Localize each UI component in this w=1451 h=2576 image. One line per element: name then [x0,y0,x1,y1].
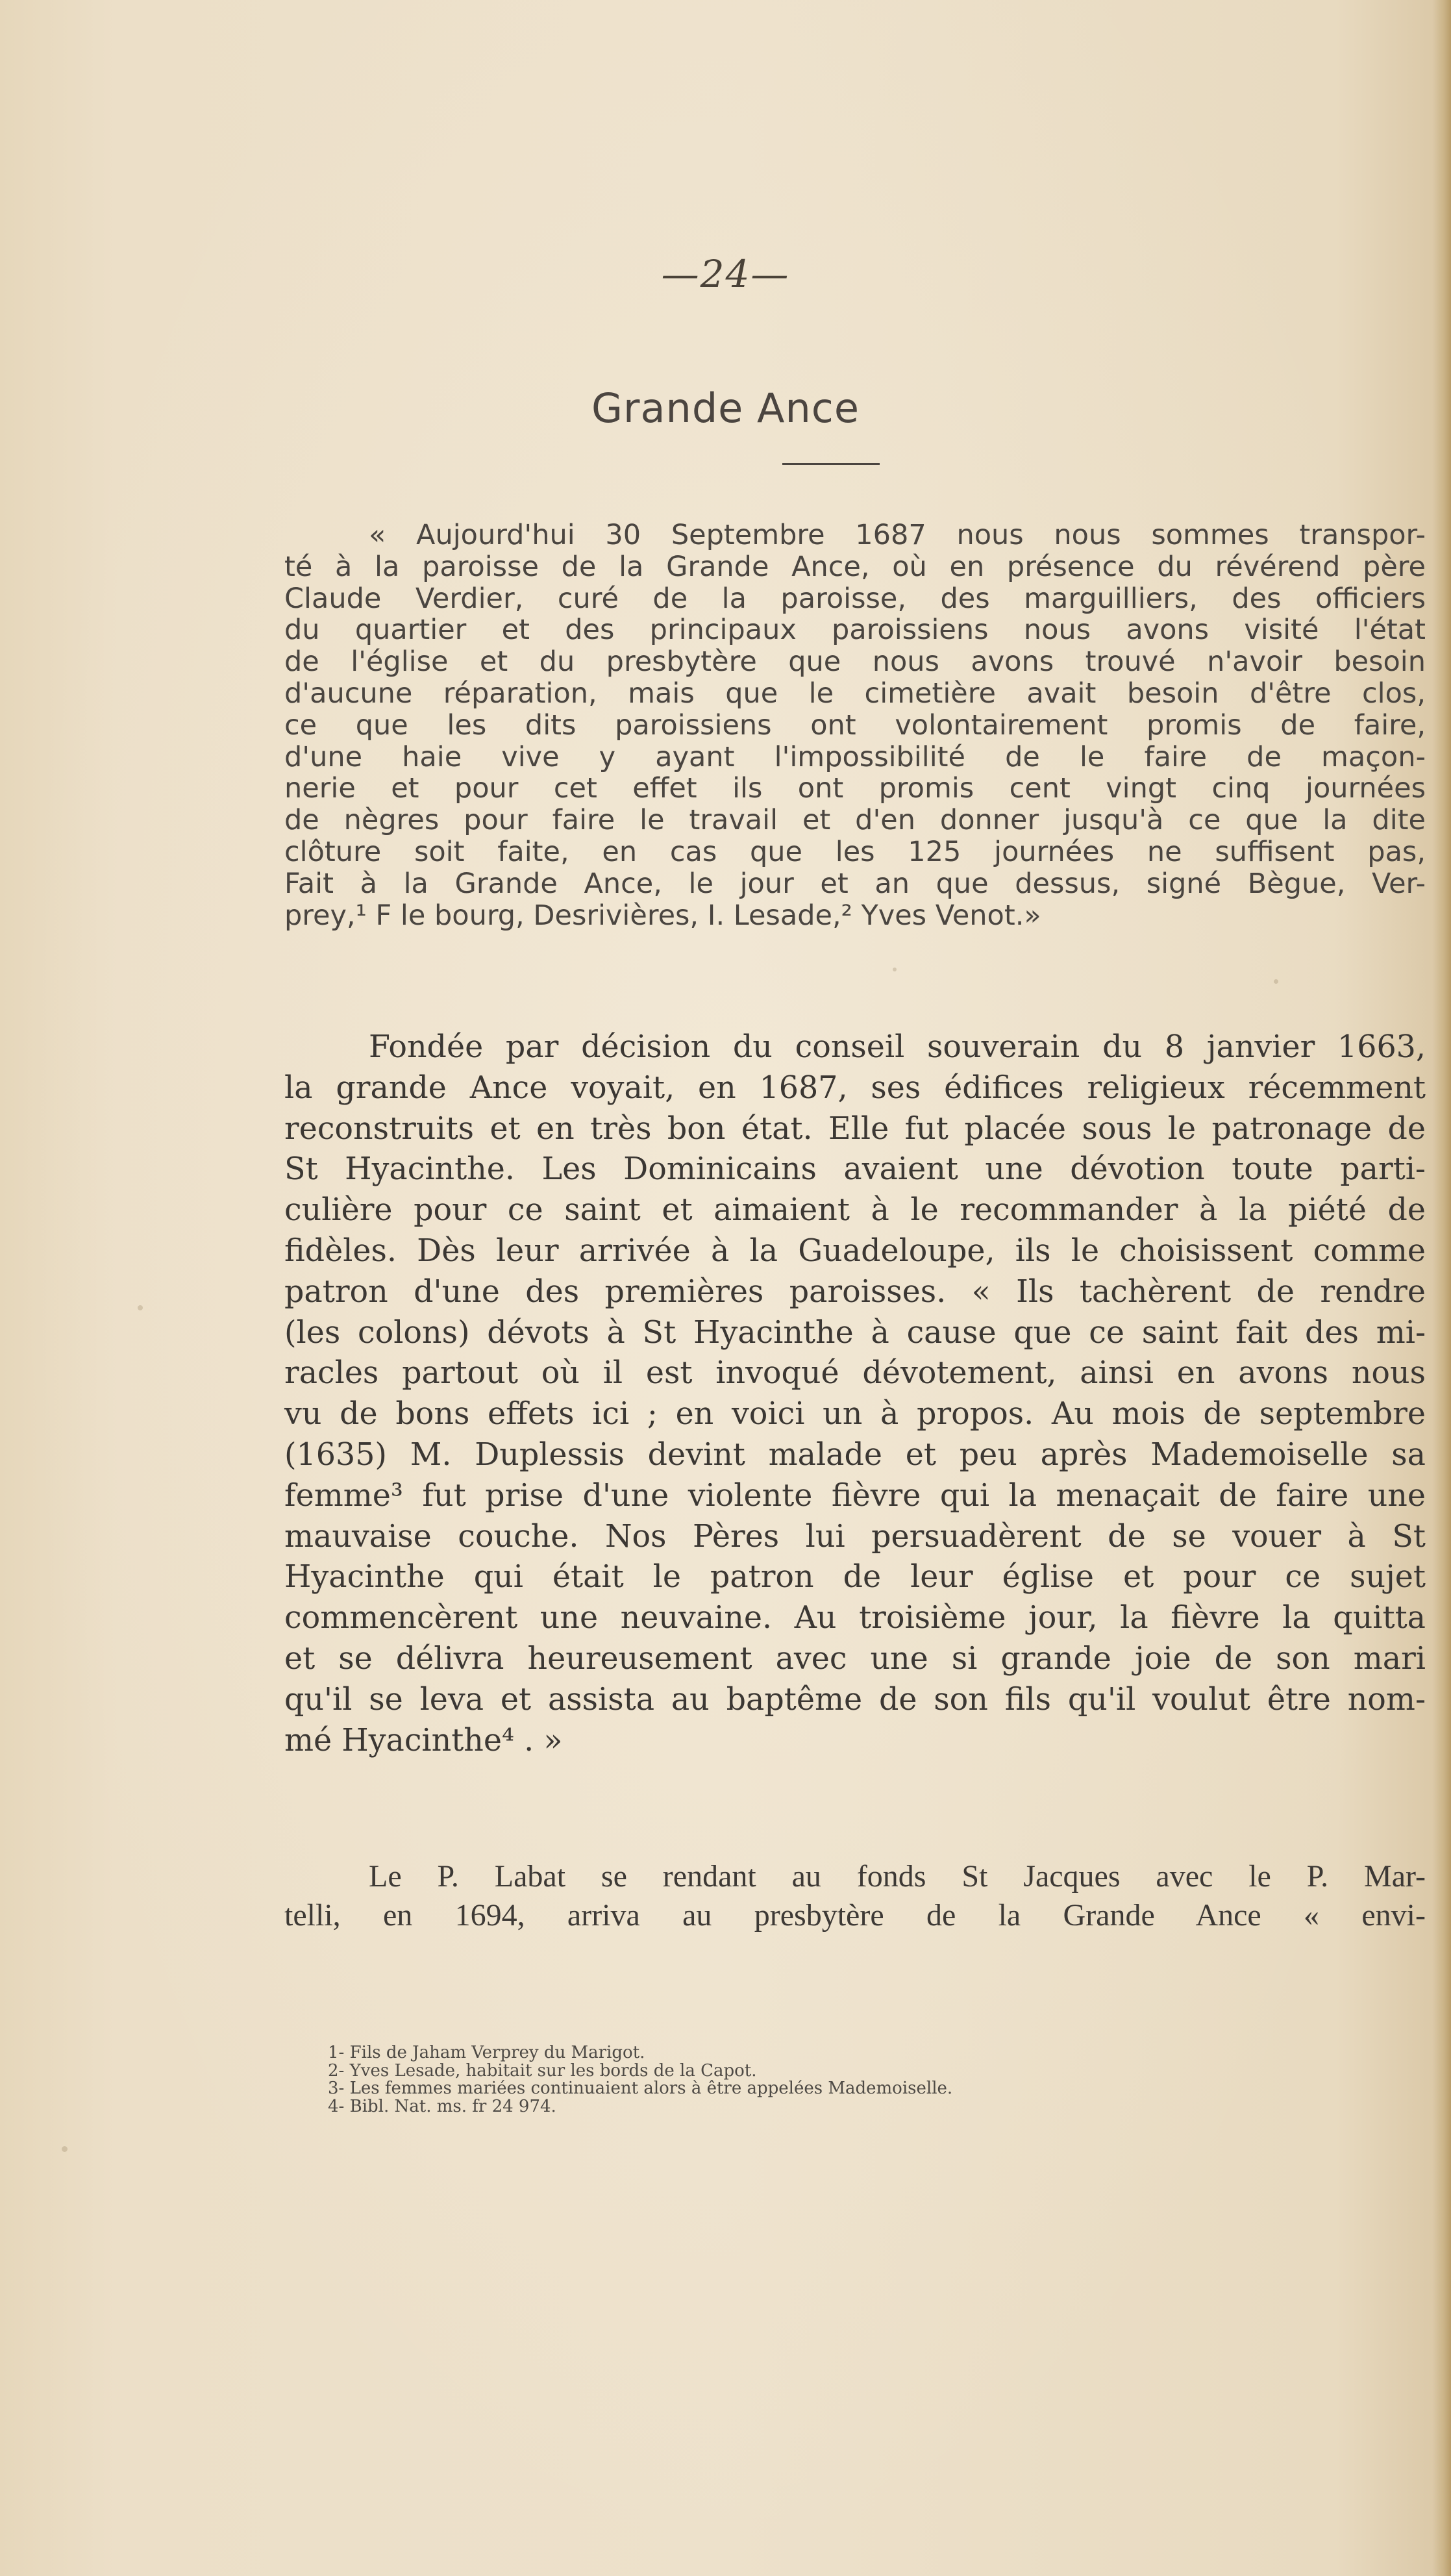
paragraph-line: fidèles. Dès leur arrivée à la Guadeloupe, ils le choisissent comme [284,1232,1426,1269]
paragraph-line: telli, en 1694, arriva au presbytère de la Grande Ance « envi- [284,1898,1426,1932]
paragraph-patronage [284,1027,1426,1761]
quote-line: Claude Verdier, curé de la paroisse, des marguilliers, des officiers [284,582,1426,615]
paragraph-line: patron d'une des premières paroisses. « Ils tachèrent de rendre [284,1273,1426,1310]
footnote-4: 4- Bibl. Nat. ms. fr 24 974. [328,2096,556,2116]
paragraph-line: qu'il se leva et assista au baptême de son fils qu'il voulut être nom- [284,1681,1426,1718]
quote-line: nerie et pour cet effet ils ont promis cent vingt cinq journées [284,772,1426,805]
paper-spot [1274,979,1278,984]
chapter-title: Grande Ance [591,384,860,432]
paragraph-line: commencèrent une neuvaine. Au troisième jour, la fièvre la quitta [284,1600,1426,1636]
paragraph-line: (les colons) dévots à St Hyacinthe à cause que ce saint fait des mi- [284,1314,1426,1351]
quote-line: d'une haie vive y ayant l'impossibilité de le faire de maçon- [284,740,1426,773]
footnote-1: 1- Fils de Jaham Verprey du Marigot. [328,2043,645,2062]
paragraph-line: (1635) M. Duplessis devint malade et peu après Mademoiselle sa [284,1436,1426,1473]
paragraph-line: mé Hyacinthe⁴ . » [284,1722,563,1758]
paragraph-line: femme³ fut prise d'une violente fièvre qui la menaçait de faire une [284,1477,1426,1514]
quote-line: de nègres pour faire le travail et d'en donner jusqu'à ce que la dite [284,804,1426,837]
paper-spot [62,2146,68,2152]
paragraph-line: Fondée par décision du conseil souverain du 8 janvier 1663, [369,1029,1426,1065]
paragraph-line: Le P. Labat se rendant au fonds St Jacques avec le P. Mar- [369,1859,1426,1894]
paragraph-line: vu de bons effets ici ; en voici un à propos. Au mois de septembre [284,1396,1426,1432]
paragraph-line: Hyacinthe qui était le patron de leur église et pour ce sujet [284,1559,1426,1595]
paragraph-labat [284,1857,1426,1935]
page-number: —24— [661,252,790,296]
quote-line: du quartier et des principaux paroissiens nous avons visité l'état [284,614,1426,647]
quote-line: clôture soit faite, en cas que les 125 journées ne suffisent pas, [284,835,1426,868]
quote-line: de l'église et du presbytère que nous avons trouvé n'avoir besoin [284,645,1426,679]
quote-line: d'aucune réparation, mais que le cimetière avait besoin d'être clos, [284,677,1426,710]
paper-spot [893,968,897,971]
paragraph-line: racles partout où il est invoqué dévotement, ainsi en avons nous [284,1355,1426,1392]
footnote-2: 2- Yves Lesade, habitait sur les bords de la Capot. [328,2060,757,2081]
paragraph-line: et se délivra heureusement avec une si grande joie de son mari [284,1640,1426,1677]
title-rule [782,463,880,465]
paragraph-line: reconstruits et en très bon état. Elle fut placée sous le patronage de [284,1110,1426,1147]
paragraph-line: culière pour ce saint et aimaient à le recommander à la piété de [284,1192,1426,1229]
paragraph-line: mauvaise couche. Nos Pères lui persuadèrent de se vouer à St [284,1518,1426,1555]
quote-line: Fait à la Grande Ance, le jour et an que dessus, signé Bègue, Ver- [284,867,1426,900]
footnote-3: 3- Les femmes mariées continuaient alors à être appelées Mademoiselle. [328,2079,953,2098]
quote-line: ce que les dits paroissiens ont volontairement promis de faire, [284,708,1426,742]
quote-line: té à la paroisse de la Grande Ance, où en présence du révérend père [284,550,1426,583]
paragraph-line: la grande Ance voyait, en 1687, ses édifices religieux récemment [284,1069,1426,1106]
quote-line: « Aujourd'hui 30 Septembre 1687 nous nous sommes transpor- [369,519,1426,551]
quote-line: prey,¹ F le bourg, Desrivières, I. Lesade,² Yves Venot.» [284,899,1041,932]
footnotes [328,2044,952,2116]
paragraph-line: St Hyacinthe. Les Dominicains avaient une dévotion toute parti- [284,1151,1426,1188]
archival-quote [284,519,1426,931]
paper-spot [138,1305,143,1310]
